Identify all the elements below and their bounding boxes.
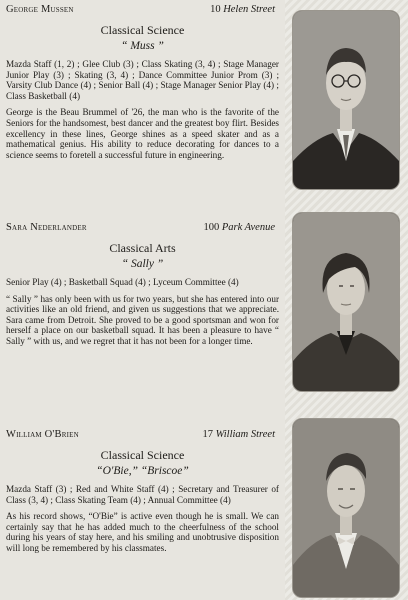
course-name: Classical Arts <box>109 241 176 255</box>
name-address-line <box>6 220 279 235</box>
student-name: Sara Nederlander <box>6 222 87 233</box>
portrait-photo <box>292 418 400 598</box>
portrait-young-man-bowtie <box>293 419 399 597</box>
activities: Mazda Staff (1, 2) ; Glee Club (3) ; Class Skating (3, 4) ; Stage Manager Junior Play (3) ; Skating (3, 4) ; Dance Committee Junior Prom (3) ; Varsity Club Dance (4) ; Senior Ball (4) ; Stage Manager Senior Play (4) ; Class Basketball (4) <box>6 59 279 101</box>
student-address <box>202 427 275 442</box>
address-street: Park Avenue <box>221 222 275 233</box>
senior-entry <box>6 2 279 160</box>
student-name: William O'Brien <box>6 429 79 440</box>
biography: As his record shows, “O'Bie” is active even though he is small. We can certainly say that he has added much to the cheerfulness of the school during his years of stay here, and his smiling and unobtrusive disposition will long be remembered by his classmates. <box>6 511 279 553</box>
biography: George is the Beau Brummel of '26, the man who is the favorite of the Seniors for the handsomest, best dancer and the greatest boy flirt. Besides excellency in these lines, George shines as a speed skater and as a mathematical genius. His ability to reduce decorating for dances to a science seems to foretell a successful future in engineering. <box>6 107 279 160</box>
nickname: “O'Bie,” “Briscoe” <box>96 465 189 477</box>
portrait-young-woman <box>293 213 399 391</box>
nickname: “ Sally ” <box>121 258 164 270</box>
photo-column <box>285 0 408 600</box>
address-number: 10 <box>210 4 221 15</box>
activities: Mazda Staff (3) ; Red and White Staff (4) ; Secretary and Treasurer of Class (3, 4) ; Class Skating Team (4) ; Annual Committee (4) <box>6 484 279 505</box>
address-street: Helen Street <box>223 4 275 15</box>
portrait-young-man-glasses <box>293 11 399 189</box>
course-name: Classical Science <box>100 448 185 462</box>
portrait-photo <box>292 10 400 190</box>
course-name: Classical Science <box>100 23 185 37</box>
biography: “ Sally ” has only been with us for two years, but she has entered into our activities like an old friend, and given us suggestions that we appreciate. Sara came from Detroit. She proved to be a good sportsman and won for herself a place on our basketball squad. It has been a pleasure to have “ Sally ” with us, and we regret that it has not been for a longer time. <box>6 293 279 346</box>
senior-entry <box>6 220 279 347</box>
name-address-line <box>6 427 279 442</box>
student-address <box>210 2 275 17</box>
address-street: William Street <box>215 429 275 440</box>
activities: Senior Play (4) ; Basketball Squad (4) ; Lyceum Committee (4) <box>6 277 239 287</box>
name-address-line <box>6 2 279 17</box>
nickname: “ Muss ” <box>121 40 164 52</box>
student-address <box>203 220 275 235</box>
senior-entry <box>6 427 279 554</box>
portrait-photo <box>292 212 400 392</box>
student-name: George Mussen <box>6 4 74 15</box>
address-number: 17 <box>202 429 213 440</box>
address-number: 100 <box>203 222 220 233</box>
